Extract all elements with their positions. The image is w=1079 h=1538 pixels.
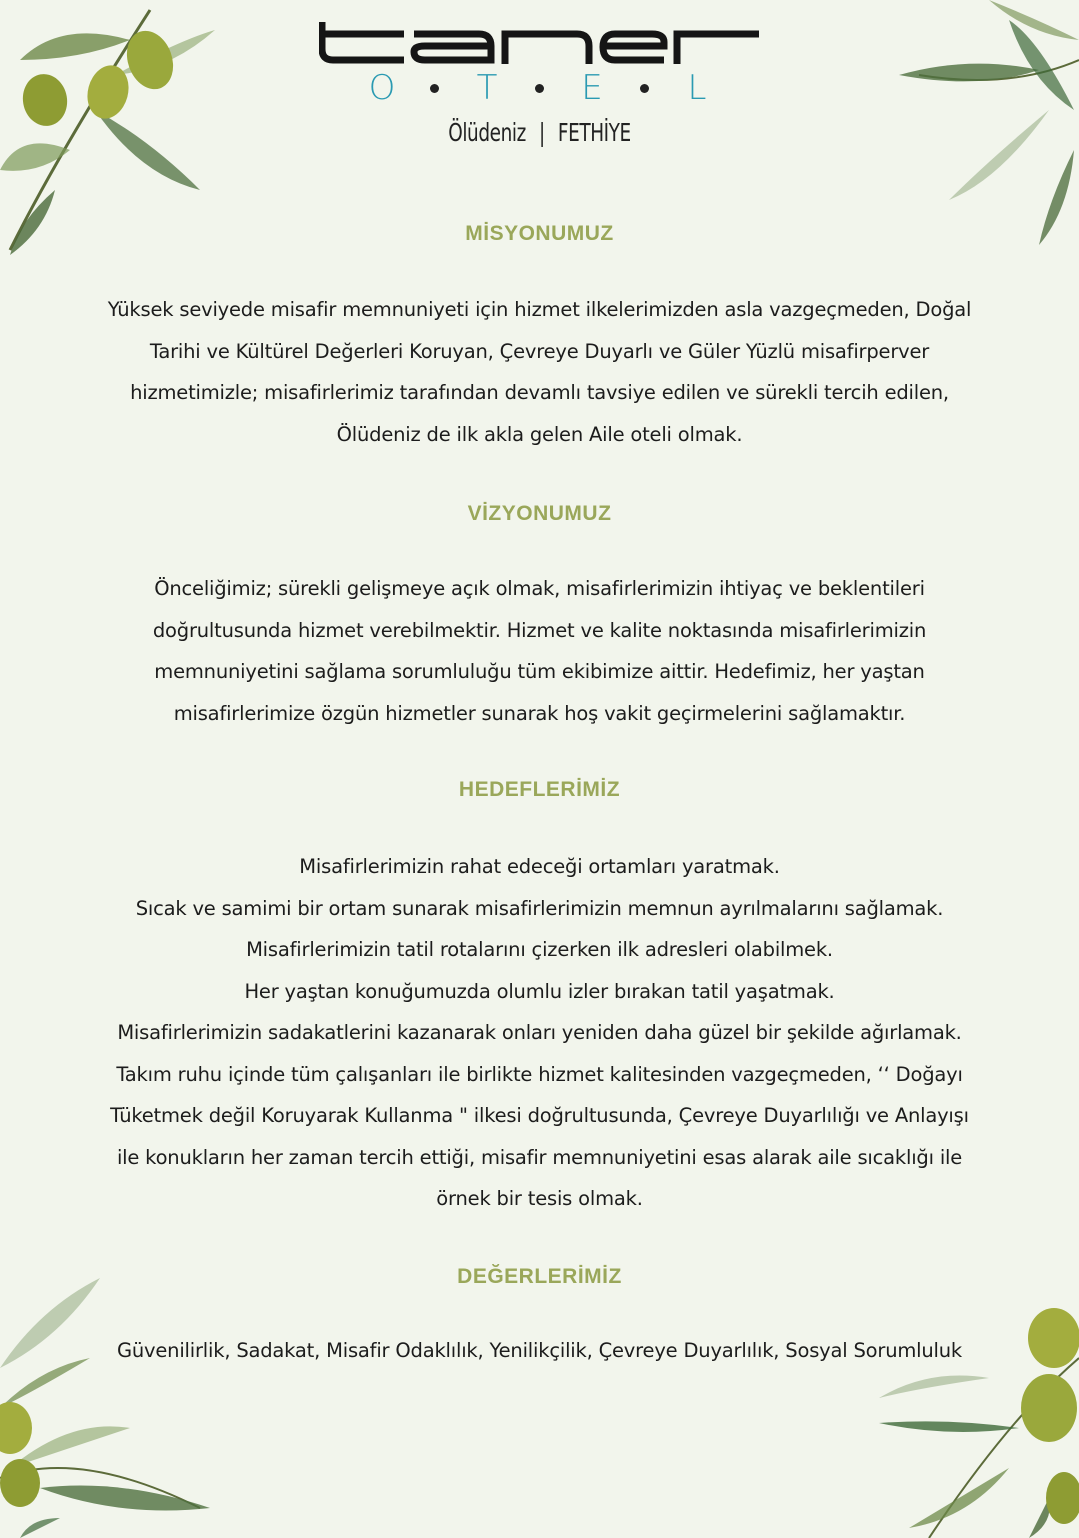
otel-letter: L [687, 68, 707, 108]
otel-letter: T [476, 68, 498, 108]
vision-heading: VİZYONUMUZ [467, 502, 612, 525]
text-line: Önceliğimiz; sürekli gelişmeye açık olmak, misafirlerimizin ihtiyaç ve beklentileri [154, 577, 925, 600]
mission-heading: MİSYONUMUZ [465, 222, 614, 245]
text-line: Takım ruhu içinde tüm çalışanları ile birlikte hizmet kalitesinden vazgeçmeden, ‘‘ Doğayı [116, 1062, 963, 1086]
goals-heading: HEDEFLERİMİZ [458, 778, 621, 801]
dot-separator [535, 84, 544, 93]
goals-text [60, 846, 1019, 1220]
text-line: Tüketmek değil Koruyarak Kullanma " ilkesi doğrultusunda, Çevreye Duyarlılığı ve Anlayışı [110, 1104, 969, 1127]
text-line: Her yaştan konuğumuzda olumlu izler bırakan tatil yaşatmak. [244, 979, 835, 1003]
values-text [60, 1330, 1019, 1372]
text-line: örnek bir tesis olmak. [436, 1187, 643, 1210]
dot-separator [430, 84, 439, 93]
text-line: Güvenilirlik, Sadakat, Misafir Odaklılık, Yenilikçilik, Çevreye Duyarlılık, Sosyal Sorumluluk [116, 1339, 963, 1362]
location-city: FETHİYE [557, 118, 631, 147]
header [0, 18, 1079, 147]
text-line: ile konukların her zaman tercih ettiği, misafir memnuniyetini esas alarak aile sıcaklığı ile [116, 1145, 963, 1169]
text-line: misafirlerimize özgün hizmetler sunarak hoş vakit geçirmelerini sağlamaktır. [173, 701, 906, 725]
text-line: Sıcak ve samimi bir ortam sunarak misafirlerimizin memnun ayrılmalarını sağlamak. [135, 896, 944, 920]
mission-text [60, 289, 1019, 455]
text-line: Yüksek seviyede misafir memnuniyeti için hizmet ilkelerimizden asla vazgeçmeden, Doğal [107, 298, 972, 321]
taner-logo [319, 18, 761, 64]
otel-letter: O [368, 68, 396, 108]
text-line: doğrultusunda hizmet verebilmektir. Hizmet ve kalite noktasında misafirlerimizin [152, 618, 927, 642]
location-separator: | [538, 118, 545, 147]
otel-letter: E [581, 68, 603, 108]
location-town: Ölüdeniz [448, 118, 526, 147]
location [97, 118, 982, 147]
values-heading: DEĞERLERİMİZ [457, 1265, 622, 1288]
text-line: Misafirlerimizin rahat edeceği ortamları yaratmak. [299, 855, 780, 878]
text-line: Misafirlerimizin tatil rotalarını çizerken ilk adresleri olabilmek. [246, 938, 833, 961]
text-line: Tarihi ve Kültürel Değerleri Koruyan, Çevreye Duyarlı ve Güler Yüzlü misafirperver [149, 339, 930, 363]
text-line: Misafirlerimizin sadakatlerini kazanarak onları yeniden daha güzel bir şekilde ağırlamak. [117, 1021, 962, 1044]
text-line: memnuniyetini sağlama sorumluluğu tüm ekibimize aittir. Hedefimiz, her yaştan [154, 660, 925, 683]
text-line: hizmetimizle; misafirlerimiz tarafından devamlı tavsiye edilen ve sürekli tercih edilen, [130, 381, 949, 404]
otel-subtitle [0, 68, 1079, 108]
olive-branch-bottom-left-icon [0, 1278, 230, 1538]
vision-text [60, 568, 1019, 734]
dot-separator [640, 84, 649, 93]
text-line: Ölüdeniz de ilk akla gelen Aile oteli olmak. [336, 422, 743, 446]
